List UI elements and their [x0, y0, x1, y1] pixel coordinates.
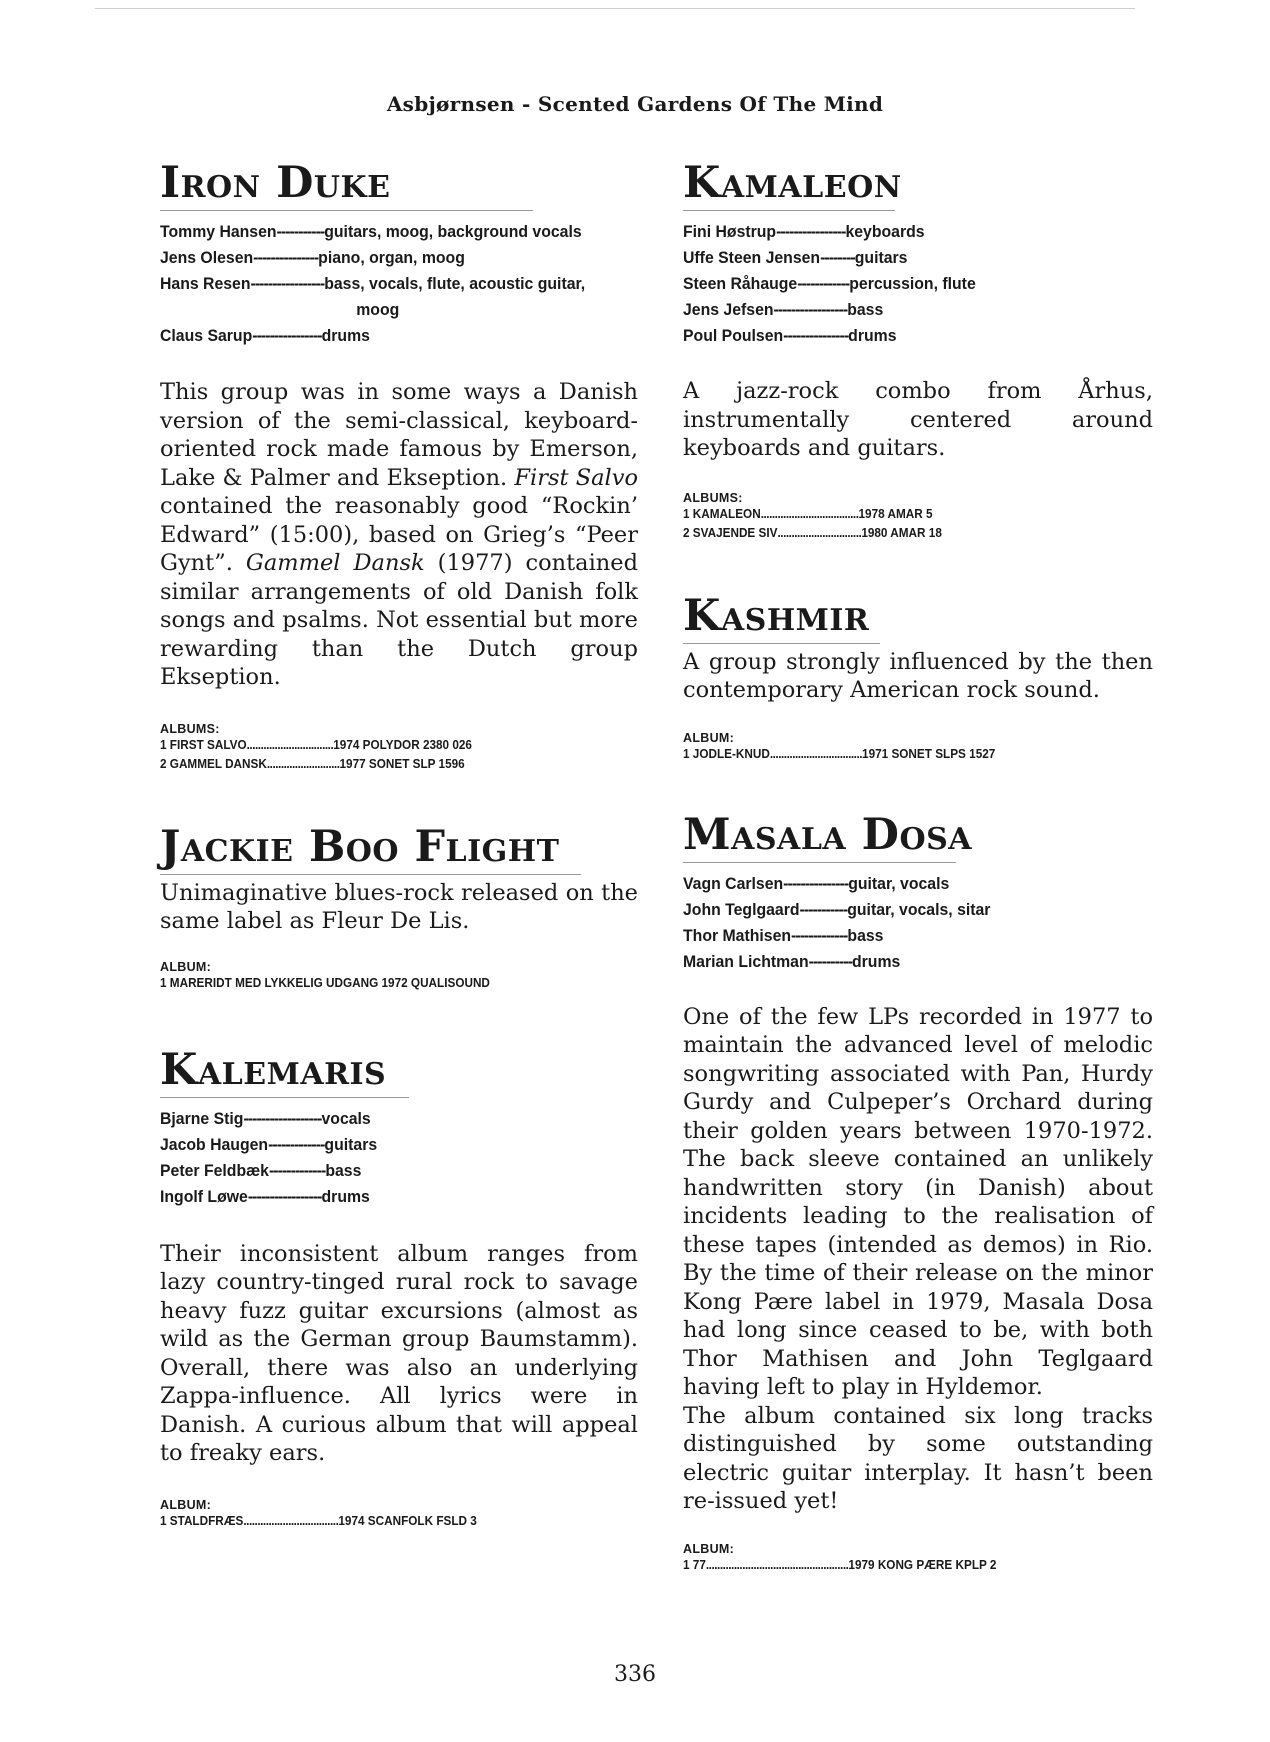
album-row: 1 77...................................................1979 KONG PÆRE KPLP 2 [683, 1557, 997, 1572]
entry-description: A jazz-rock combo from Århus, instrumentally centered around keyboards and guitars. [683, 378, 1153, 461]
lineup [683, 871, 1155, 975]
entry-jackie-boo-flight [160, 821, 638, 993]
lineup-row: Peter Feldbæk-------------bass [160, 1160, 362, 1180]
lineup [160, 1106, 640, 1210]
entry-description: One of the few LPs recorded in 1977 to maintain the advanced level of melodic songwriting associated with Pan, Hurdy Gurdy and Culpeper’s Orchard during their golden years between 1970-1972. The back sleeve contained an unlikely handwritten story (in Danish) about incidents leading to the realisation of these tapes (intended as demos) in Rio. By the time of their release on the minor Kong Pære label in 1979, Masala Dosa had long since ceased to be, with both Thor Mathisen and John Teglgaard having left to play in Hyldemor. [683, 1003, 1153, 1400]
left-column [160, 160, 638, 1531]
album-row: 1 MARERIDT MED LYKKELIG UDGANG 1972 QUALISOUND [160, 975, 490, 990]
entry-kalemaris [160, 1044, 638, 1531]
entry-iron-duke [160, 160, 638, 774]
album-row: 2 GAMMEL DANSK..........................1977 SONET SLP 1596 [160, 756, 465, 771]
albums-heading: ALBUM: [160, 1497, 212, 1512]
page-top-edge [95, 8, 1135, 9]
entry-title: Kamaleon [683, 158, 902, 208]
lineup-row: Bjarne Stig------------------vocals [160, 1108, 371, 1128]
lineup [683, 219, 1155, 349]
lineup-row: Claus Sarup----------------drums [160, 326, 370, 345]
entry-description: This group was in some ways a Danish version of the semi-classical, keyboard-oriented rock made famous by Emerson, Lake & Palmer and Ekseption. First Salvo contained the reasonably good “Rockin’ Edward” (15:00), based on Grieg’s “Peer Gynt”. Gammel Dansk (1977) contained similar arrangements of old Danish folk songs and psalms. Not essential but more rewarding than the Dutch group Ekseption. [160, 379, 639, 690]
entry-kashmir [683, 590, 1153, 764]
albums-heading: ALBUMS: [683, 490, 743, 505]
lineup-row: John Teglgaard-----------guitar, vocals, sitar [683, 899, 991, 919]
entry-description: A group strongly influenced by the then contemporary American rock sound. [683, 648, 1153, 703]
entry-description: Their inconsistent album ranges from lazy country-tinged rural rock to savage heavy fuzz guitar excursions (almost as wild as the German group Baumstamm). Overall, there was also an underlying Zappa-influence. All lyrics were in Danish. A curious album that will appeal to freaky ears. [160, 1240, 638, 1466]
lineup [160, 219, 640, 349]
entry-description: Unimaginative blues-rock released on the same label as Fleur De Lis. [160, 879, 638, 934]
album-row: 2 SVAJENDE SIV..............................1980 AMAR 18 [683, 525, 942, 540]
page-number: 336 [614, 1662, 656, 1687]
entry-title: Iron Duke [160, 158, 391, 208]
lineup-row: Tommy Hansen-----------guitars, moog, background vocals [160, 222, 582, 241]
lineup-row: Jens Olesen---------------piano, organ, moog [160, 248, 465, 267]
album-row: 1 KAMALEON...................................1978 AMAR 5 [683, 506, 933, 521]
album-row: 1 JODLE-KNUD.................................1971 SONET SLPS 1527 [683, 746, 996, 761]
entry-kamaleon [683, 160, 1153, 543]
albums-heading: ALBUMS: [160, 721, 220, 736]
albums-heading: ALBUM: [160, 959, 212, 974]
lineup-row: Uffe Steen Jensen--------guitars [683, 248, 908, 267]
entry-title: Masala Dosa [683, 809, 973, 860]
lineup-row: Steen Råhauge------------percussion, flute [683, 274, 976, 293]
entry-title: Kashmir [683, 590, 870, 641]
album-row: 1 STALDFRÆS..................................1974 SCANFOLK FSLD 3 [160, 1513, 477, 1528]
lineup-row-continued: moog [356, 300, 400, 319]
lineup-row: Poul Poulsen---------------drums [683, 326, 897, 345]
lineup-row: Thor Mathisen-------------bass [683, 925, 884, 945]
right-column [683, 160, 1153, 1575]
albums-heading: ALBUM: [683, 730, 735, 745]
entry-masala-dosa [683, 809, 1153, 1575]
lineup-row: Jacob Haugen-------------guitars [160, 1134, 378, 1154]
lineup-row: Jens Jefsen-----------------bass [683, 300, 884, 319]
album-row: 1 FIRST SALVO...............................1974 POLYDOR 2380 026 [160, 737, 472, 752]
running-header: Asbjørnsen - Scented Gardens Of The Mind [386, 92, 884, 116]
entry-title: Kalemaris [160, 1044, 387, 1095]
lineup-row: Marian Lichtman----------drums [683, 951, 901, 971]
entry-title: Jackie Boo Flight [160, 821, 560, 872]
lineup-row: Ingolf Løwe-----------------drums [160, 1186, 370, 1206]
entry-description-continued: The album contained six long tracks distinguished by some outstanding electric guitar interplay. It hasn’t been re-issued yet! [683, 1402, 1153, 1514]
lineup-row: Hans Resen-----------------bass, vocals, flute, acoustic guitar, [160, 274, 586, 293]
lineup-row: Vagn Carlsen---------------guitar, vocals [683, 873, 950, 893]
lineup-row: Fini Høstrup----------------keyboards [683, 222, 925, 241]
albums-heading: ALBUM: [683, 1541, 735, 1556]
